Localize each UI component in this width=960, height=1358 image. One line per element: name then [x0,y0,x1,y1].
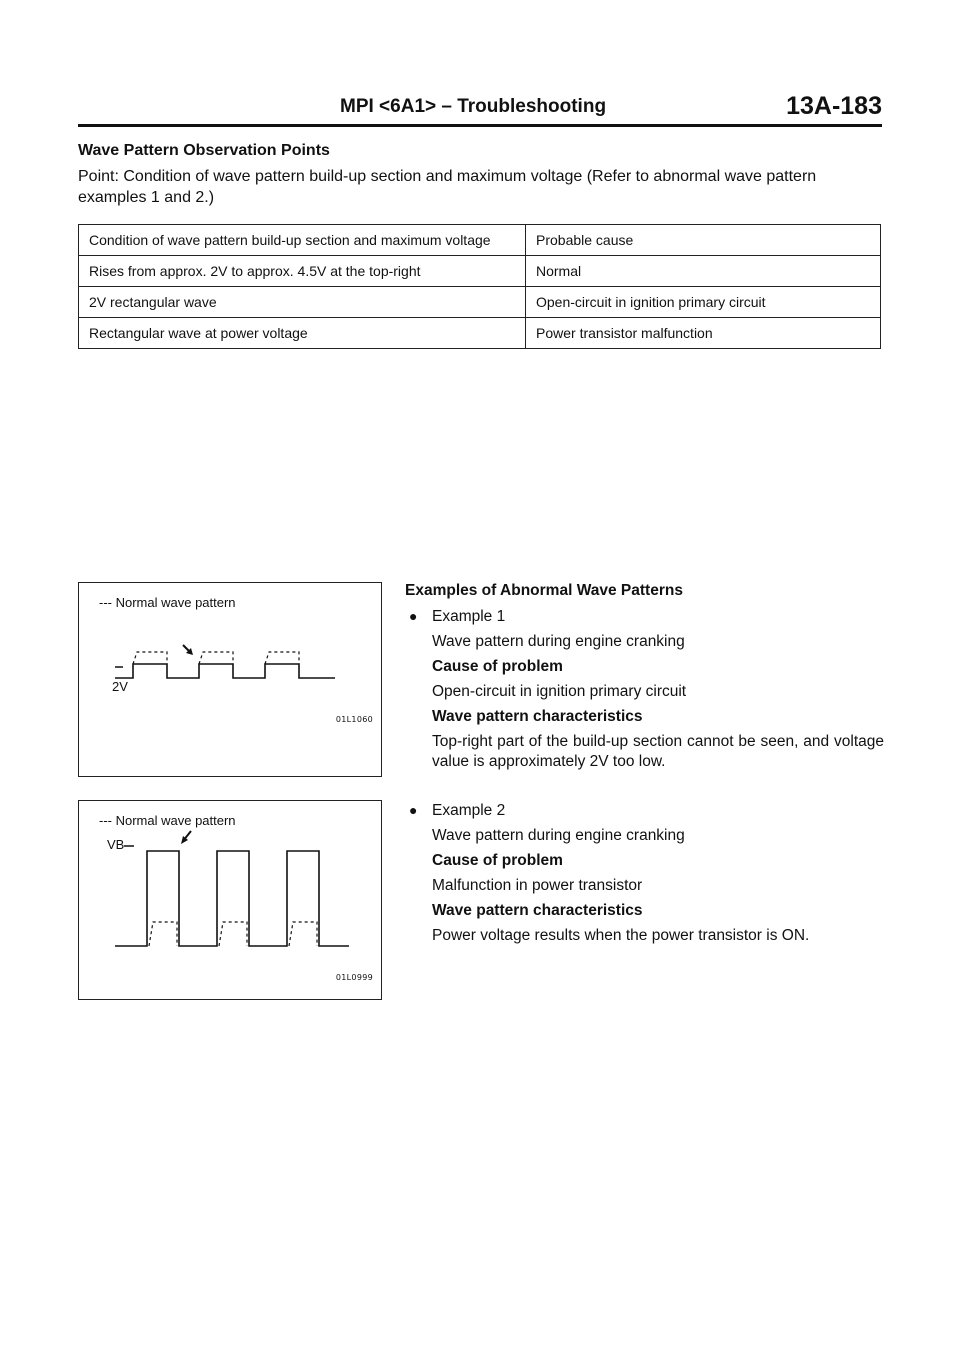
characteristics-label: Wave pattern characteristics [432,708,643,725]
normal-wave-trace [265,652,299,664]
intro-text: Point: Condition of wave pattern build-up section and maximum voltage (Refer to abnormal wave pattern examples 1 and 2.) [78,168,817,206]
table-cell: Normal [526,256,881,287]
abnormal-wave-trace [115,664,335,678]
bullet-icon: ● [409,608,418,624]
table-row [79,287,881,318]
level-label: VB [107,837,125,852]
cause-text: Malfunction in power transistor [432,877,643,894]
normal-wave-trace [289,922,317,946]
example-condition: Wave pattern during engine cranking [432,633,685,650]
cause-label: Cause of problem [432,658,563,675]
table-header-cell: Probable cause [526,225,881,256]
example-title: Example 2 [432,802,506,819]
page-number: 13A-183 [786,92,882,120]
bullet-icon: ● [409,802,418,818]
table-row [79,318,881,349]
examples-heading: Examples of Abnormal Wave Patterns [405,582,683,599]
figure-code: 01L0999 [335,973,373,982]
cause-text: Open-circuit in ignition primary circuit [432,683,687,700]
example-condition: Wave pattern during engine cranking [432,827,685,844]
normal-wave-trace [219,922,247,946]
condition-table [78,224,881,349]
wave-figure-example-1 [78,582,382,777]
section-heading: Wave Pattern Observation Points [78,142,330,159]
abnormal-wave-trace [115,851,349,946]
page-header [78,92,882,127]
normal-wave-trace [149,922,177,946]
characteristics-text: Power voltage results when the power transistor is ON. [432,927,810,944]
table-cell: 2V rectangular wave [79,287,526,318]
cause-label: Cause of problem [432,852,563,869]
wave-figure-example-2 [78,800,382,1000]
figure-legend: --- Normal wave pattern [99,813,236,828]
level-label: 2V [112,679,128,694]
table-row [79,256,881,287]
characteristics-label: Wave pattern characteristics [432,902,643,919]
figure-code: 01L1060 [335,715,373,724]
table-header-cell: Condition of wave pattern build-up section and maximum voltage [79,225,526,256]
normal-wave-trace [199,652,233,664]
normal-wave-trace [133,652,167,664]
wave-diagram-example-2 [79,801,381,999]
pointer-arrow-icon [183,645,193,655]
figure-legend: --- Normal wave pattern [99,595,236,610]
table-cell: Power transistor malfunction [526,318,881,349]
table-cell: Open-circuit in ignition primary circuit [526,287,881,318]
header-title: MPI <6A1> – Troubleshooting [340,96,607,117]
example-title: Example 1 [432,608,506,625]
table-cell: Rises from approx. 2V to approx. 4.5V at the top-right [79,256,526,287]
table-header-row [79,225,881,256]
characteristics-text: Top-right part of the build-up section cannot be seen, and voltage value is approximately 2V too low. [432,733,884,770]
pointer-arrow-icon [181,831,191,844]
table-cell: Rectangular wave at power voltage [79,318,526,349]
